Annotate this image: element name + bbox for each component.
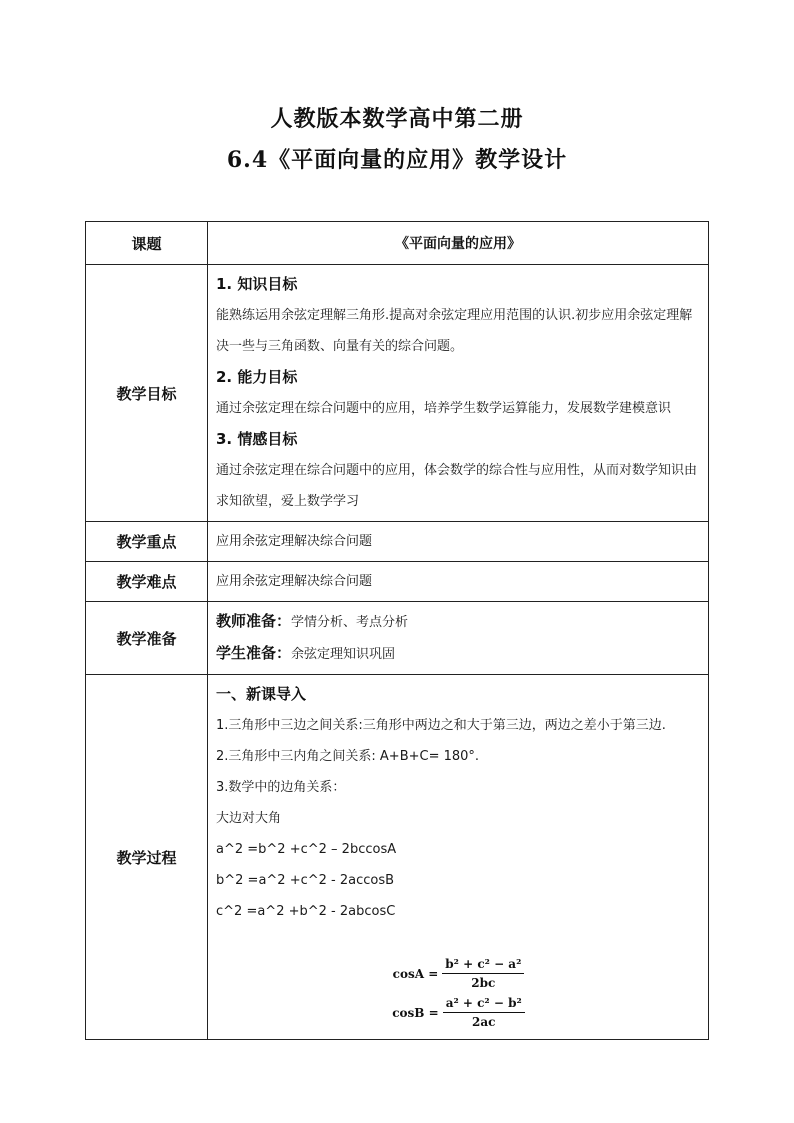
process-line-4: 大边对大角	[216, 811, 282, 826]
ability-objective-text: 通过余弦定理在综合问题中的应用，培养学生数学运算能力，发展数学建模意识	[216, 401, 672, 416]
process-row	[86, 675, 709, 1040]
difficulties-label: 教学难点	[86, 562, 208, 602]
student-prep-text: 余弦定理知识巩固	[291, 647, 396, 662]
cosA-denominator: 2bc	[471, 976, 496, 990]
cosB-lhs: cosB =	[392, 1005, 439, 1020]
lesson-plan-table	[85, 221, 709, 1040]
difficulties-row	[86, 562, 709, 602]
equation-b: b^2 =a^2 +c^2 - 2accosB	[216, 873, 395, 888]
topic-label: 课题	[86, 222, 208, 265]
cosA-formula	[216, 957, 701, 990]
key-points-label: 教学重点	[86, 522, 208, 562]
key-points-text: 应用余弦定理解决综合问题	[208, 522, 709, 562]
equation-a: a^2 =b^2 +c^2 – 2bccosA	[216, 842, 397, 857]
cosB-formula	[216, 996, 701, 1029]
cosB-fraction	[443, 996, 525, 1029]
teacher-prep-text: 学情分析、考点分析	[291, 615, 409, 630]
process-section-title: 一、新课导入	[216, 685, 307, 703]
emotion-objective-title: 3. 情感目标	[216, 430, 298, 448]
process-line-2: 2.三角形中三内角之间关系: A+B+C= 180°.	[216, 749, 480, 764]
preparation-label: 教学准备	[86, 602, 208, 675]
preparation-row	[86, 602, 709, 675]
document-title-line1: 人教版本数学高中第二册	[270, 106, 524, 132]
objectives-content	[208, 265, 709, 522]
cosB-denominator: 2ac	[472, 1015, 496, 1029]
cosA-numerator: b² + c² − a²	[442, 957, 524, 974]
emotion-objective-text: 通过余弦定理在综合问题中的应用，体会数学的综合性与应用性，从而对数学知识由求知欲望，爱上数学学习	[216, 463, 698, 509]
topic-row	[86, 222, 709, 265]
fraction-formulas	[216, 957, 701, 1029]
preparation-content	[208, 602, 709, 675]
knowledge-objective-text: 能熟练运用余弦定理解三角形.提高对余弦定理应用范围的认识.初步应用余弦定理解决一些与三角函数、向量有关的综合问题。	[216, 308, 693, 354]
cosA-lhs: cosA =	[392, 966, 439, 981]
cosA-fraction	[442, 957, 524, 990]
process-content	[208, 675, 709, 1040]
knowledge-objective-title: 1. 知识目标	[216, 275, 298, 293]
teacher-prep-label: 教师准备：	[216, 612, 292, 630]
process-line-3: 3.数学中的边角关系：	[216, 780, 346, 795]
cosB-numerator: a² + c² − b²	[443, 996, 525, 1013]
objectives-label: 教学目标	[86, 265, 208, 522]
key-points-row	[86, 522, 709, 562]
document-title-line2: 6.4《平面向量的应用》教学设计	[226, 147, 568, 173]
objectives-row	[86, 265, 709, 522]
process-label: 教学过程	[86, 675, 208, 1040]
ability-objective-title: 2. 能力目标	[216, 368, 298, 386]
difficulties-text: 应用余弦定理解决综合问题	[208, 562, 709, 602]
student-prep-label: 学生准备：	[216, 644, 292, 662]
equation-c: c^2 =a^2 +b^2 - 2abcosC	[216, 904, 396, 919]
process-line-1: 1.三角形中三边之间关系:三角形中两边之和大于第三边，两边之差小于第三边.	[216, 718, 666, 733]
topic-value: 《平面向量的应用》	[208, 222, 709, 265]
